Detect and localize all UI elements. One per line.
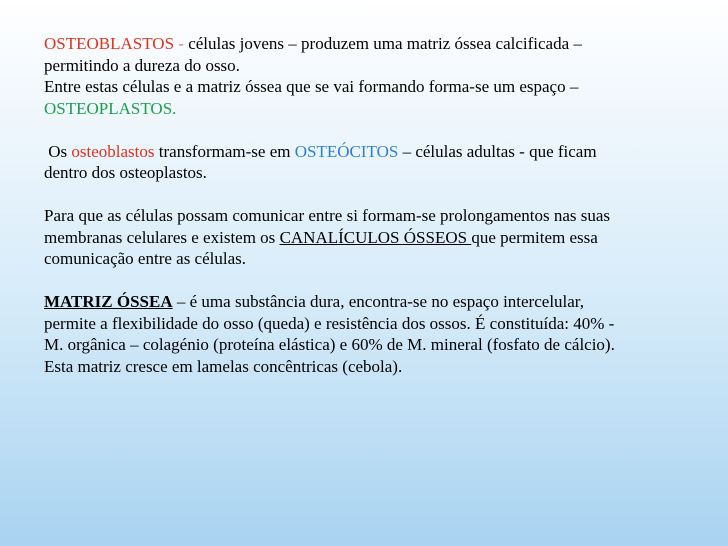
text-line: M. orgânica – colagénio (proteína elástica) e 60% de M. mineral (fosfato de cálcio).: [44, 335, 615, 354]
text-line: comunicação entre as células.: [44, 249, 247, 268]
text-line: células jovens – produzem uma matriz óssea calcificada –: [188, 34, 582, 53]
paragraph-gap: [44, 119, 724, 141]
paragraph-gap: [44, 270, 724, 292]
term-osteoblastos-lower: osteoblastos: [71, 141, 155, 161]
text-line: Entre estas células e a matriz óssea que se vai formando forma-se um espaço –: [44, 77, 579, 96]
term-osteoblastos: OSTEOBLASTOS: [44, 34, 175, 53]
term-canaliculos-osseos: CANALÍCULOS ÓSSEOS: [279, 227, 472, 247]
paragraph-osteoblastos: [44, 33, 724, 119]
text-line: Esta matriz cresce em lamelas concêntricas (cebola).: [44, 356, 403, 376]
paragraph-osteocitos: [44, 141, 724, 184]
term-matriz-ossea: MATRIZ ÓSSEA: [44, 292, 173, 311]
text-line: permitindo a dureza do osso.: [44, 55, 240, 75]
paragraph-gap: [44, 184, 724, 206]
text-line: dentro dos osteoplastos.: [44, 163, 207, 182]
text-line: Para que as células possam comunicar entre si formam-se prolongamentos nas suas: [44, 206, 611, 225]
text-line: permite a flexibilidade do osso (queda) e resistência dos ossos. É constituída: 40% -: [44, 313, 615, 333]
term-osteoplastos-dot: .: [172, 98, 177, 118]
text-fragment: Os: [44, 141, 72, 161]
dash-separator: -: [174, 34, 189, 53]
paragraph-canaliculos: [44, 205, 724, 270]
text-fragment: membranas celulares e existem os: [44, 227, 280, 247]
text-fragment: – é uma substância dura, encontra-se no espaço intercelular,: [172, 292, 585, 311]
term-osteoplastos: OSTEOPLASTOS: [44, 98, 173, 118]
paragraph-matriz-ossea: [44, 291, 724, 377]
text-fragment: transformam-se em: [154, 141, 295, 161]
term-osteocitos: OSTEÓCITOS: [294, 141, 399, 161]
text-fragment: – células adultas - que ficam: [398, 141, 597, 161]
text-fragment: que permitem essa: [471, 227, 598, 247]
slide-body: [44, 33, 724, 377]
